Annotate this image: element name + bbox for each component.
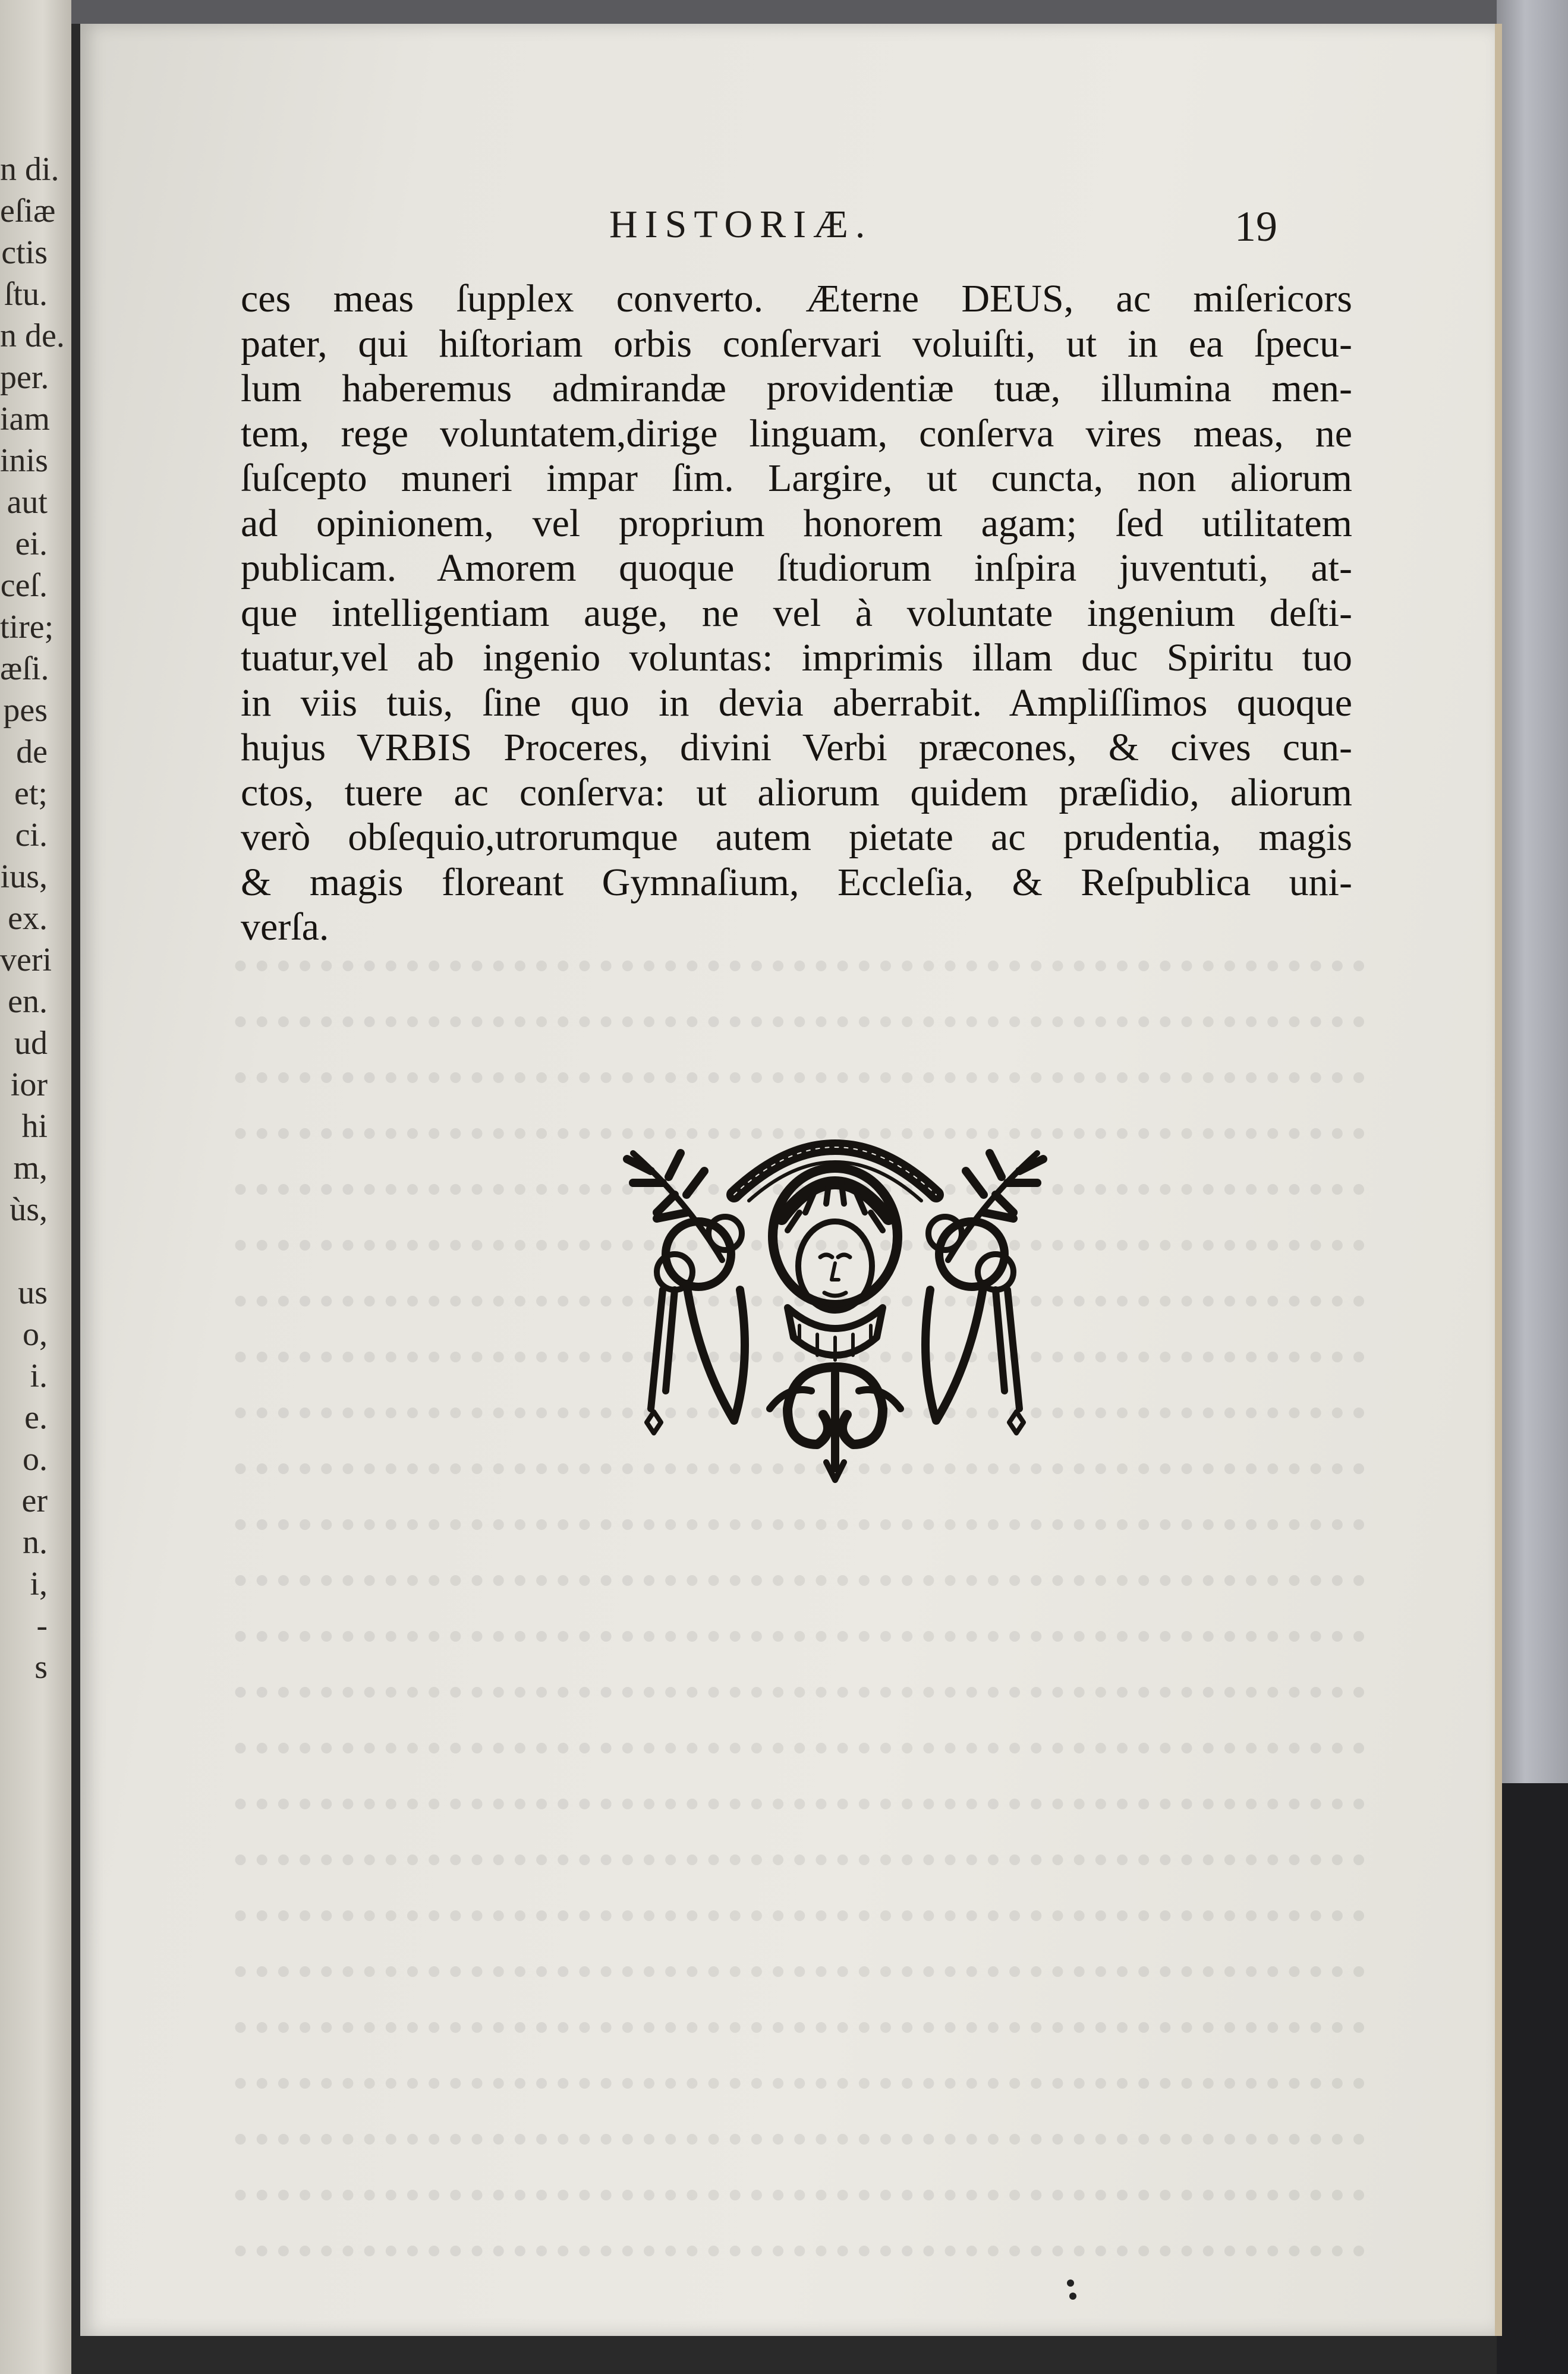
facing-page-fragment: aut — [7, 484, 48, 521]
text-line: & magis floreant Gymnaſium, Eccleſia, & Reſpublica uni- — [241, 860, 1352, 904]
facing-page-fragment: ctis — [1, 234, 48, 271]
text-line: hujus VRBIS Proceres, divini Verbi præcones, & cives cun- — [241, 726, 1352, 769]
facing-page-fragment: ud — [14, 1025, 48, 1062]
facing-page-fragment: ex. — [8, 900, 48, 937]
facing-page-fragment: i, — [30, 1566, 48, 1602]
facing-page-fragment: iam — [0, 401, 50, 437]
facing-page-fragment: pes — [3, 692, 48, 729]
woodcut-ornament-icon — [597, 1112, 1073, 1492]
facing-page-fragment: er — [21, 1482, 48, 1519]
text-line: ctos, tuere ac conſerva: ut aliorum quidem præſidio, aliorum — [241, 770, 1352, 814]
facing-page-fragment: e. — [24, 1399, 48, 1436]
text-line: pater, qui hiſtoriam orbis conſervari voluiſti, ut in ea ſpecu- — [241, 322, 1352, 366]
facing-page-fragment: æſi. — [0, 650, 49, 687]
running-head: HISTORIÆ. — [609, 203, 873, 246]
background-shadow — [1497, 1783, 1568, 2374]
book-page — [80, 24, 1502, 2336]
facing-page-fragment: n. — [23, 1524, 48, 1561]
facing-page-fragment: eſiæ — [0, 193, 56, 229]
facing-page-fragment — [0, 1230, 48, 1272]
text-line: verò obſequio,utrorumque autem pietate ac prudentia, magis — [241, 816, 1352, 859]
text-line: ſuſcepto muneri impar ſim. Largire, ut cuncta, non aliorum — [241, 456, 1352, 500]
facing-page-fragment: tire; — [0, 609, 54, 646]
facing-page-fragment: s — [34, 1649, 48, 1686]
body-text — [241, 276, 1352, 950]
text-line: verſa. — [241, 905, 329, 949]
facing-page-fragment: - — [36, 1607, 48, 1644]
text-line: tuatur,vel ab ingenio voluntas: imprimis illam duc Spiritu tuo — [241, 636, 1352, 679]
background-cloth — [0, 0, 1568, 24]
facing-page-fragment: i. — [30, 1358, 48, 1394]
facing-page-fragment: ceſ. — [0, 567, 48, 604]
text-line: que intelligentiam auge, ne vel à voluntate ingenium deſti- — [241, 591, 1352, 635]
facing-page-text-fragments — [0, 149, 65, 1688]
facing-page-fragment: hi — [21, 1108, 48, 1145]
facing-page-edge — [0, 0, 71, 2374]
ink-specks — [1067, 2279, 1091, 2303]
facing-page-fragment: ùs, — [10, 1191, 48, 1228]
facing-page-fragment: ci. — [15, 817, 48, 854]
facing-page-fragment: o. — [23, 1441, 48, 1478]
facing-page-fragment: per. — [0, 359, 49, 396]
facing-page-fragment: us — [18, 1274, 48, 1311]
facing-page-fragment: n di. — [0, 151, 59, 188]
facing-page-fragment: ei. — [15, 525, 48, 562]
facing-page-fragment: et; — [14, 775, 48, 812]
facing-page-fragment: ius, — [0, 858, 48, 895]
facing-page-fragment: ſtu. — [4, 276, 48, 313]
facing-page-fragment: ior — [10, 1066, 48, 1103]
facing-page-fragment: o, — [23, 1316, 48, 1353]
facing-page-fragment: n de. — [0, 317, 65, 354]
facing-page-fragment: inis — [0, 442, 48, 479]
background-cloth-right — [1497, 0, 1568, 1783]
text-line: publicam. Amorem quoque ſtudiorum inſpira juventuti, at- — [241, 546, 1352, 590]
text-line: lum haberemus admirandæ providentiæ tuæ, illumina men- — [241, 367, 1352, 410]
facing-page-fragment: veri — [0, 942, 52, 978]
text-line: ad opinionem, vel proprium honorem agam; ſed utilitatem — [241, 501, 1352, 545]
text-line: ces meas ſupplex converto. Æterne DEUS, ac miſericors — [241, 277, 1352, 320]
text-line: in viis tuis, ſine quo in devia aberrabit. Ampliſſimos quoque — [241, 681, 1352, 725]
facing-page-fragment: en. — [8, 983, 48, 1020]
page-number: 19 — [1235, 203, 1277, 250]
text-line: tem, rege voluntatem,dirige linguam, conſerva vires meas, ne — [241, 411, 1352, 455]
facing-page-fragment: de — [16, 733, 48, 770]
facing-page-fragment: m, — [13, 1150, 48, 1186]
